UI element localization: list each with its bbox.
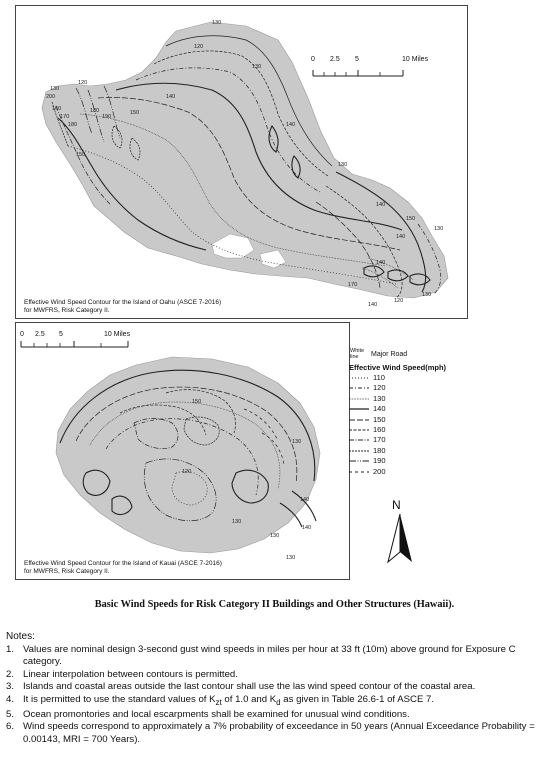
legend-entry-value: 150 [373, 414, 386, 424]
oahu-contour-label: 140 [376, 202, 386, 208]
kauai-contour-label: 130 [292, 439, 302, 445]
legend-entry-value: 200 [373, 466, 386, 476]
legend-line-sample [349, 397, 369, 401]
notes-list [6, 644, 546, 746]
legend-entry-value: 140 [373, 404, 386, 414]
legend-entry-value: 180 [373, 445, 386, 455]
legend-entry-170 [349, 435, 469, 445]
kauai-contour-label: 130 [286, 555, 296, 561]
legend-entry-200 [349, 467, 469, 477]
legend-entry-140 [349, 404, 469, 414]
oahu-map-panel [15, 5, 468, 319]
legend-line-sample [349, 449, 369, 453]
legend-title: Effective Wind Speed(mph) [349, 363, 447, 372]
oahu-contour-label: 120 [194, 44, 204, 50]
oahu-contour-label: 130 [50, 86, 60, 92]
kauai-contour-label: 150 [192, 399, 202, 405]
kauai-scale-tick-0: 0 [20, 331, 24, 338]
oahu-caption-line-2: for MWFRS, Risk Category II. [24, 307, 110, 314]
legend-entry-130 [349, 394, 469, 404]
oahu-contour-label: 140 [368, 302, 378, 308]
note-item: 5. Ocean promontories and local escarpments shall be examined for unusual wind conditions. [6, 708, 410, 720]
kauai-caption-line-1: Effective Wind Speed Contour for the Island of Kauai (ASCE 7-2016) [24, 560, 222, 567]
oahu-scale-tick-0: 0 [311, 56, 315, 63]
legend-line-sample [349, 470, 369, 474]
legend-entry-value: 110 [373, 373, 385, 382]
legend-line-sample [349, 376, 369, 380]
oahu-contour-label: 180 [90, 108, 100, 114]
oahu-scale-tick-2-5: 2.5 [330, 56, 340, 63]
kauai-contour-label: 140 [300, 497, 310, 503]
kauai-map [16, 323, 349, 579]
note-item: 1. Values are nominal design 3-second gust wind speeds in miles per hour at 33 ft (10m) above ground for Exposure C category. [6, 644, 516, 668]
legend-entry-110 [349, 373, 469, 383]
oahu-contour-label: 130 [338, 162, 348, 168]
oahu-contour-label: 170 [348, 282, 358, 288]
notes-heading: Notes: [6, 631, 35, 642]
oahu-contour-label: 140 [396, 234, 406, 240]
legend-line-sample [349, 386, 369, 390]
oahu-contour-label: 130 [252, 64, 262, 70]
oahu-map [16, 6, 467, 318]
kauai-scale-tick-2-5: 2.5 [35, 331, 45, 338]
legend-entry-160 [349, 425, 469, 435]
legend-white-line-label: White line [350, 348, 365, 360]
kauai-map-panel [15, 322, 350, 580]
oahu-scale-bar [313, 70, 403, 76]
legend-entry-190 [349, 456, 469, 466]
oahu-scale-tick-10-miles: 10 Miles [402, 56, 429, 63]
kauai-map-caption [24, 560, 222, 576]
kauai-scale-tick-10-miles: 10 Miles [104, 331, 131, 338]
legend-entry-150 [349, 415, 469, 425]
oahu-scale-tick-5: 5 [355, 56, 359, 63]
oahu-caption-line-1: Effective Wind Speed Contour for the Island of Oahu (ASCE 7-2016) [24, 299, 222, 306]
kauai-contour-label: 130 [232, 519, 242, 525]
oahu-contour-label: 200 [46, 94, 56, 100]
oahu-contour-label: 150 [406, 216, 416, 222]
oahu-contour-label: 120 [394, 298, 404, 304]
legend-entry-value: 130 [373, 393, 386, 403]
oahu-contour-label: 140 [286, 122, 296, 128]
oahu-map-caption [24, 299, 221, 315]
oahu-contour-label: 120 [78, 80, 88, 86]
kauai-caption-line-2: for MWFRS, Risk Category II. [24, 568, 110, 575]
note-item: 3. Islands and coastal areas outside the last contour shall use the las wind speed contour of the coastal area. [6, 681, 476, 693]
oahu-contour-label: 130 [422, 292, 432, 298]
kauai-contour-label: 120 [182, 469, 192, 475]
oahu-contour-label: 130 [212, 20, 222, 26]
note-item: 2. Linear interpolation between contours is permitted. [6, 668, 238, 680]
legend-line-sample [349, 418, 369, 422]
north-arrow-label: N [392, 498, 401, 512]
oahu-contour-label: 170 [60, 114, 70, 120]
note-item: 6. Wind speeds correspond to approximately a 7% probability of exceedance in 50 years (Annual Exceedance Probability = 0.00143, MRI = 700 Years). [6, 721, 535, 745]
kauai-contour-label: 140 [302, 525, 312, 531]
legend-major-road-label: Major Road [371, 351, 408, 358]
kauai-island-shape [56, 357, 320, 553]
legend-line-sample [349, 459, 369, 463]
legend-line-sample [349, 407, 369, 411]
oahu-contour-label: 160 [52, 106, 62, 112]
oahu-contour-label: 150 [130, 110, 140, 116]
kauai-scale-bar [21, 341, 128, 347]
figure-title: Basic Wind Speeds for Risk Category II Buildings and Other Structures (Hawaii). [94, 599, 455, 610]
oahu-contour-label: 190 [102, 114, 112, 120]
legend-line-sample [349, 438, 369, 442]
legend-entry-value: 170 [373, 435, 386, 445]
legend-entry-120 [349, 383, 469, 393]
kauai-scale-tick-5: 5 [59, 331, 63, 338]
oahu-contour-label: 130 [434, 226, 444, 232]
kauai-contour-label: 130 [270, 533, 280, 539]
oahu-contour-label: 140 [376, 260, 386, 266]
legend-line-sample [349, 428, 369, 432]
oahu-contour-label: 180 [68, 122, 78, 128]
legend-entry-180 [349, 446, 469, 456]
legend-entry-value: 120 [373, 383, 386, 393]
note-item: 4. It is permitted to use the standard values of $K_{zt}$ of 1.0 and $K_d$ as given in Table 26.6-1 of ASCE 7. [6, 693, 435, 707]
legend-entry-value: 160 [373, 425, 386, 434]
legend-entry-value: 190 [373, 456, 386, 466]
oahu-contour-label: 140 [166, 94, 176, 100]
oahu-contour-label: 150 [76, 152, 86, 158]
